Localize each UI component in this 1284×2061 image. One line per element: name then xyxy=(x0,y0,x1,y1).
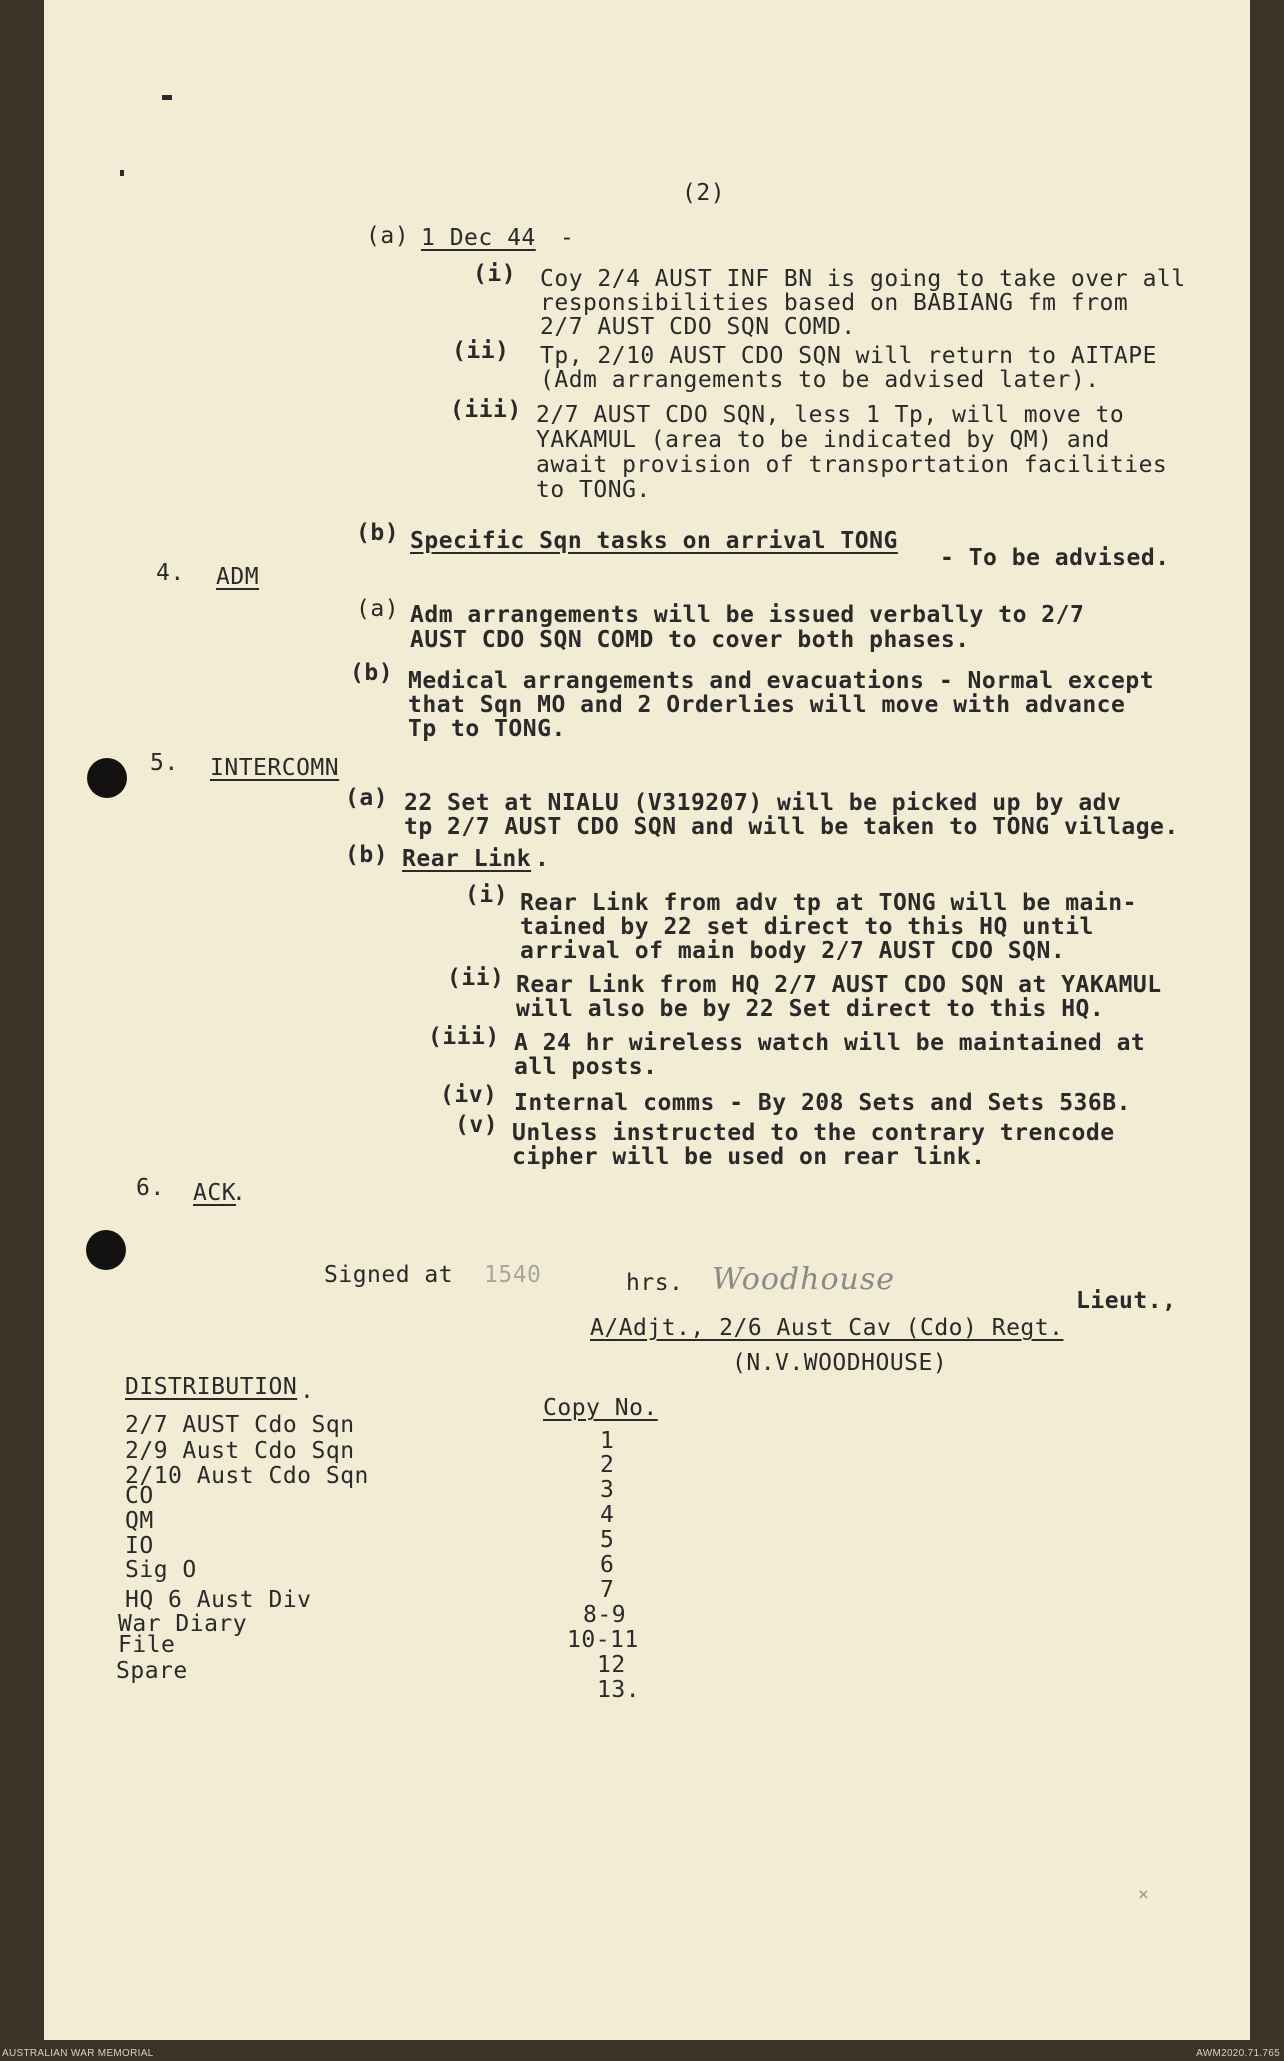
footer-archive-name: AUSTRALIAN WAR MEMORIAL xyxy=(2,2048,154,2059)
signed-time: 1540 xyxy=(484,1262,542,1288)
sec5-b-item-line: Rear Link from adv tp at TONG will be main- xyxy=(520,890,1137,916)
sec4-a-line: AUST CDO SQN COMD to cover both phases. xyxy=(410,627,970,653)
signatory-name: (N.V.WOODHOUSE) xyxy=(732,1350,948,1376)
sec4-number: 4. xyxy=(156,560,185,586)
sec3-a-item-line: YAKAMUL (area to be indicated by QM) and xyxy=(536,427,1110,453)
sec5-a-line: 22 Set at NIALU (V319207) will be picked up by adv xyxy=(404,790,1122,816)
sec4-b-line: Medical arrangements and evacuations - Normal except xyxy=(408,668,1155,694)
sec5-b-item-line: arrival of main body 2/7 AUST CDO SQN. xyxy=(520,938,1066,964)
distribution-recipient: War Diary xyxy=(118,1611,248,1637)
sec5-b-heading: Rear Link xyxy=(402,846,532,872)
copy-no-heading: Copy No. xyxy=(543,1395,658,1421)
distribution-copy: 13. xyxy=(597,1677,641,1703)
distribution-copy: 12 xyxy=(597,1652,626,1678)
sec3-a-item-line: (Adm arrangements to be advised later). xyxy=(540,367,1100,393)
sec3-b-heading: Specific Sqn tasks on arrival TONG xyxy=(410,528,898,554)
sec5-b-heading-end: . xyxy=(535,846,550,872)
sec5-b-item-num: (i) xyxy=(465,882,509,908)
sec3-a-item-num: (i) xyxy=(473,261,517,287)
distribution-copy: 4 xyxy=(600,1502,615,1528)
distribution-copy: 1 xyxy=(600,1428,615,1454)
sec5-b-item-num: (ii) xyxy=(447,965,505,991)
sec5-b-item-line: Internal comms - By 208 Sets and Sets 536B. xyxy=(514,1090,1131,1116)
page-number: (2) xyxy=(682,180,726,206)
footer-reference: AWM2020.71.765 xyxy=(1196,2048,1280,2059)
sec5-b-item-line: will also be by 22 Set direct to this HQ. xyxy=(516,996,1105,1022)
distribution-copy: 10-11 xyxy=(567,1627,639,1653)
sec4-a-line: Adm arrangements will be issued verbally to 2/7 xyxy=(410,602,1085,628)
pencil-mark: × xyxy=(1138,1884,1150,1905)
signatory-appointment: A/Adjt., 2/6 Aust Cav (Cdo) Regt. xyxy=(590,1315,1064,1341)
distribution-heading: DISTRIBUTION xyxy=(125,1374,298,1400)
sec3-b-text: - To be advised. xyxy=(940,545,1170,571)
distribution-recipient: CO xyxy=(125,1483,154,1509)
handwritten-signature: Woodhouse xyxy=(712,1262,895,1297)
sec3-a-item-line: 2/7 AUST CDO SQN COMD. xyxy=(540,314,856,340)
sec3-a-label: (a) xyxy=(366,223,410,249)
hrs-label: hrs. xyxy=(626,1270,684,1296)
distribution-recipient: File xyxy=(118,1632,176,1658)
ink-mark xyxy=(162,95,172,100)
sec3-a-item-num: (ii) xyxy=(452,338,510,364)
sec5-heading: INTERCOMN xyxy=(210,755,340,781)
sec5-b-item-line: all posts. xyxy=(514,1054,658,1080)
distribution-recipient: HQ 6 Aust Div xyxy=(125,1587,312,1613)
sec3-a-item-line: await provision of transportation facilities xyxy=(536,452,1168,478)
sec5-b-label: (b) xyxy=(345,842,389,868)
distribution-heading-end: . xyxy=(300,1378,315,1404)
sec3-b-label: (b) xyxy=(356,520,400,546)
distribution-copy: 2 xyxy=(600,1452,615,1478)
distribution-copy: 5 xyxy=(600,1527,615,1553)
sec3-a-heading: 1 Dec 44 xyxy=(421,225,536,251)
distribution-recipient: 2/7 AUST Cdo Sqn xyxy=(125,1412,355,1438)
distribution-copy: 3 xyxy=(600,1477,615,1503)
ink-mark xyxy=(120,170,124,176)
sec5-b-item-line: Unless instructed to the contrary trencode xyxy=(512,1120,1115,1146)
sec4-heading: ADM xyxy=(216,564,260,590)
sec5-b-item-num: (v) xyxy=(455,1112,499,1138)
sec6-number: 6. xyxy=(136,1175,165,1201)
sec3-a-dash: - xyxy=(560,225,575,251)
sec6-heading: ACK xyxy=(193,1180,237,1206)
sec3-a-item-line: Tp, 2/10 AUST CDO SQN will return to AITAPE xyxy=(540,343,1157,369)
sec4-b-label: (b) xyxy=(350,660,394,686)
distribution-recipient: 2/10 Aust Cdo Sqn xyxy=(125,1463,369,1489)
sec5-a-line: tp 2/7 AUST CDO SQN and will be taken to TONG village. xyxy=(404,814,1179,840)
distribution-recipient: 2/9 Aust Cdo Sqn xyxy=(125,1438,355,1464)
sec5-number: 5. xyxy=(150,750,179,776)
sec5-b-item-line: A 24 hr wireless watch will be maintained at xyxy=(514,1030,1146,1056)
sec3-a-item-line: to TONG. xyxy=(536,477,651,503)
sec5-a-label: (a) xyxy=(345,785,389,811)
sec3-a-item-num: (iii) xyxy=(450,397,522,423)
sec3-a-item-line: Coy 2/4 AUST INF BN is going to take over all xyxy=(540,266,1186,292)
distribution-recipient: QM xyxy=(125,1508,154,1534)
sec6-heading-end: . xyxy=(232,1180,247,1206)
signed-at-label: Signed at xyxy=(324,1262,454,1288)
sec5-b-item-line: cipher will be used on rear link. xyxy=(512,1144,986,1170)
sec4-a-label: (a) xyxy=(356,596,400,622)
distribution-recipient: Spare xyxy=(116,1658,188,1684)
sec5-b-item-line: tained by 22 set direct to this HQ until xyxy=(520,914,1094,940)
sec3-a-item-line: 2/7 AUST CDO SQN, less 1 Tp, will move to xyxy=(536,402,1125,428)
distribution-copy: 7 xyxy=(600,1577,615,1603)
punch-hole-upper xyxy=(87,758,127,798)
sec5-b-item-num: (iii) xyxy=(428,1024,500,1050)
signatory-rank: Lieut., xyxy=(1076,1288,1177,1314)
distribution-copy: 8-9 xyxy=(583,1602,627,1628)
sec4-b-line: that Sqn MO and 2 Orderlies will move with advance xyxy=(408,692,1126,718)
punch-hole-lower xyxy=(86,1230,126,1270)
sec5-b-item-line: Rear Link from HQ 2/7 AUST CDO SQN at YAKAMUL xyxy=(516,972,1162,998)
sec3-a-item-line: responsibilities based on BABIANG fm from xyxy=(540,290,1129,316)
distribution-recipient: IO xyxy=(125,1533,154,1559)
distribution-copy: 6 xyxy=(600,1552,615,1578)
sec4-b-line: Tp to TONG. xyxy=(408,716,566,742)
distribution-recipient: Sig O xyxy=(125,1557,197,1583)
sec5-b-item-num: (iv) xyxy=(440,1082,498,1108)
